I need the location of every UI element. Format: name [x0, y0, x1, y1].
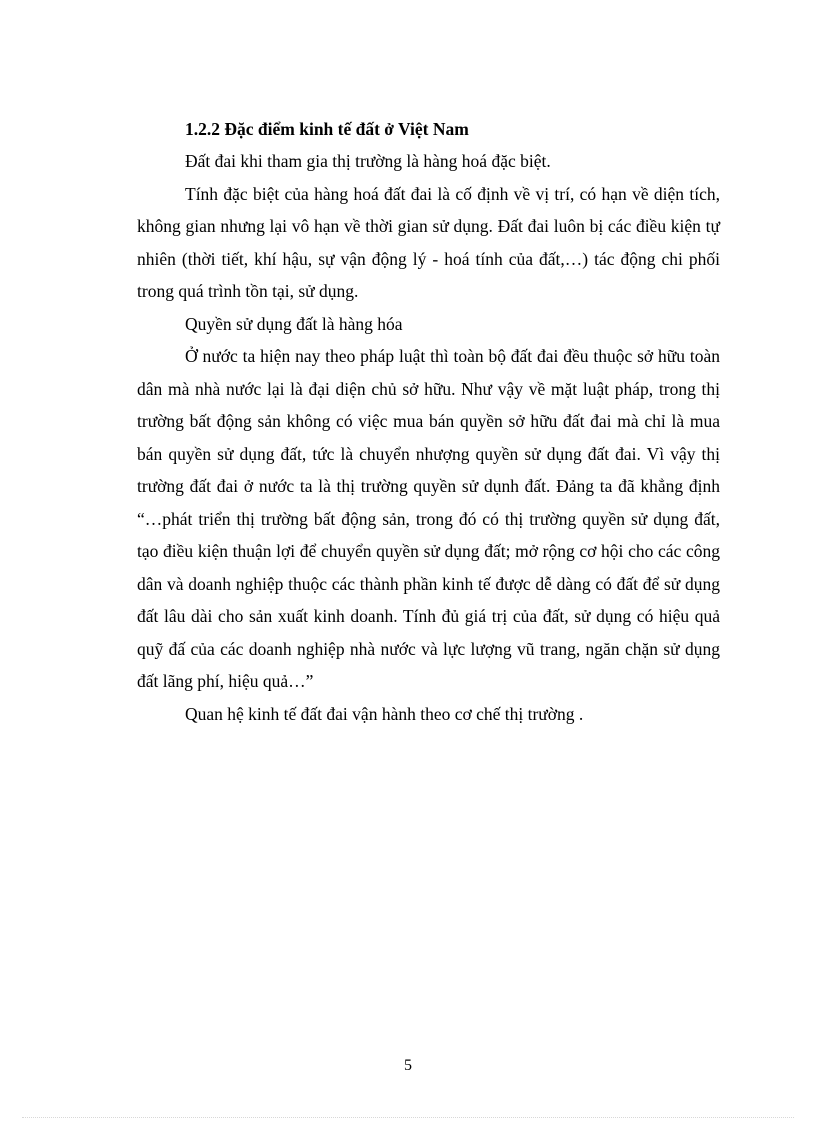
page-body	[137, 113, 720, 730]
paragraph-5: Quan hệ kinh tế đất đai vận hành theo cơ chế thị trường .	[185, 703, 584, 724]
page-number: 5	[404, 1057, 412, 1074]
paragraph-3: Quyền sử dụng đất là hàng hóa	[185, 313, 403, 334]
paragraph-2: Tính đặc biệt của hàng hoá đất đai là cố định về vị trí, có hạn về diện tích, không gian nhưng lại vô hạn về thời gian sử dụng. Đất đai luôn bị các điều kiện tự nhiên (thời tiết, khí hậu, sự vận động lý - hoá tính của đất,…) tác động chi phối trong quá trình tồn tại, sử dụng.	[137, 183, 720, 301]
paragraph-1: Đất đai khi tham gia thị trường là hàng hoá đặc biệt.	[185, 151, 551, 171]
section-heading: 1.2.2 Đặc điểm kinh tế đất ở Việt Nam	[185, 119, 469, 139]
paragraph-4: Ở nước ta hiện nay theo pháp luật thì toàn bộ đất đai đều thuộc sở hữu toàn dân mà nhà nước lại là đại diện chủ sở hữu. Như vậy về mặt luật pháp, trong thị trường bất động sản không có việc mua bán quyền sở hữu đất đai mà chỉ là mua bán quyền sử dụng đất, tức là chuyển nhượng quyền sử dụng đất đai. Vì vậy thị trường đất đai ở nước ta là thị trường quyền sử dụnh đất. Đảng ta đã khẳng định “…phát triển thị trường bất động sản, trong đó có thị trường quyền sử dụng đất, tạo điều kiện thuận lợi để chuyển quyền sử dụng đất; mở rộng cơ hội cho các công dân và doanh nghiệp thuộc các thành phần kinh tế được dễ dàng có đất để sử dụng đất lâu dài cho sản xuất kinh doanh. Tính đủ giá trị của đất, sử dụng có hiệu quả quỹ đấ của các doanh nghiệp nhà nước và lực lượng vũ trang, ngăn chặn sử dụng đất lãng phí, hiệu quả…”	[137, 346, 720, 691]
page-bottom-divider	[22, 1117, 794, 1118]
